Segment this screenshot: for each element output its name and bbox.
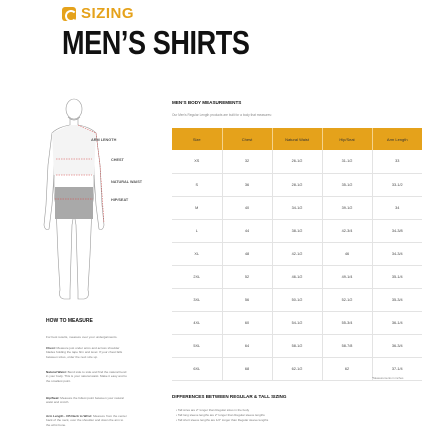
measure-arm-text <box>46 414 128 427</box>
cell-arm: 36-1/4 <box>372 311 422 334</box>
measure-term: Natural Waist: <box>46 370 67 374</box>
cell-arm: 34-3/4 <box>372 242 422 265</box>
cell-size: 4XL <box>172 311 222 334</box>
list-item: • Tall short sleeve lengths are 1/2" longer than Regular sleeve lengths <box>176 418 268 423</box>
table-row <box>172 265 422 288</box>
cell-chest: 32 <box>222 150 272 173</box>
cell-hip: 52-1/2 <box>322 288 372 311</box>
cell-chest: 68 <box>222 357 272 380</box>
cell-hip: 35-1/2 <box>322 173 372 196</box>
measure-term: Arm Length - CB Neck to Wrist: <box>46 414 93 418</box>
cell-waist: 62-1/2 <box>272 357 322 380</box>
size-chart-table <box>172 128 422 381</box>
cell-arm: 35-3/4 <box>372 288 422 311</box>
cell-arm: 33-1/2 <box>372 173 422 196</box>
cell-size: XS <box>172 150 222 173</box>
column-header: Hip/Seat <box>322 128 372 150</box>
cell-arm: 34 <box>372 196 422 219</box>
cell-waist: 28-1/2 <box>272 173 322 196</box>
measure-hip-text <box>46 396 128 405</box>
how-to-measure-intro: For best results, measure over your undergarments. <box>46 335 118 339</box>
measurements-subtitle: Our Men’s Regular Length products are built for a body that measures: <box>172 113 272 117</box>
cell-waist: 34-1/2 <box>272 196 322 219</box>
table-row <box>172 242 422 265</box>
table-row <box>172 196 422 219</box>
cell-chest: 56 <box>222 288 272 311</box>
cell-waist: 54-1/2 <box>272 311 322 334</box>
cell-arm: 35-1/4 <box>372 265 422 288</box>
body-measurement-figure <box>40 95 112 305</box>
cell-size: 3XL <box>172 288 222 311</box>
table-row <box>172 173 422 196</box>
chest-label: CHEST <box>111 158 124 162</box>
cell-chest: 36 <box>222 173 272 196</box>
measure-description: Bend side to side and find the natural bend in your body. This is your natural waist. Make it easy and to the smallest point. <box>46 370 127 383</box>
natural-waist-label: NATURAL WAIST <box>111 180 143 184</box>
cell-chest: 48 <box>222 242 272 265</box>
cell-waist: 42-1/2 <box>272 242 322 265</box>
column-header: Arm Length <box>372 128 422 150</box>
carhartt-c-icon <box>62 7 76 21</box>
cell-waist: 46-1/2 <box>272 265 322 288</box>
cell-size: S <box>172 173 222 196</box>
cell-size: L <box>172 219 222 242</box>
table-row <box>172 150 422 173</box>
cell-chest: 60 <box>222 311 272 334</box>
cell-chest: 64 <box>222 334 272 357</box>
hip-seat-label: HIP/SEAT <box>111 198 129 202</box>
cell-size: 6XL <box>172 357 222 380</box>
cell-waist: 26-1/2 <box>272 150 322 173</box>
list-item: • Tall sizes are 2" longer than Regular sizes in the body <box>176 408 268 413</box>
cell-hip: 58-7/8 <box>322 334 372 357</box>
cell-hip: 49-1/4 <box>322 265 372 288</box>
cell-arm: 34-3/8 <box>372 219 422 242</box>
brand-header <box>62 5 134 22</box>
cell-arm: 36-3/4 <box>372 334 422 357</box>
column-header: Chest <box>222 128 272 150</box>
cell-size: XL <box>172 242 222 265</box>
cell-hip: 55-3/4 <box>322 311 372 334</box>
cell-arm: 37-1/4 <box>372 357 422 380</box>
cell-chest: 44 <box>222 219 272 242</box>
measure-term: Chest: <box>46 346 56 350</box>
table-row <box>172 288 422 311</box>
arm-length-label: ARM LENGTH <box>91 138 117 142</box>
cell-waist: 50-1/2 <box>272 288 322 311</box>
cell-hip: 39-1/2 <box>322 196 372 219</box>
column-header: Size <box>172 128 222 150</box>
measurements-title: MEN’S BODY MEASUREMENTS <box>172 100 242 105</box>
cell-size: 5XL <box>172 334 222 357</box>
measure-description: Measure just under arms and across shoulder blades holding the tape firm and level. If your chest falls between sizes, order the next size up. <box>46 346 123 359</box>
differences-title: DIFFERENCES BETWEEN REGULAR & TALL SIZING <box>172 394 287 399</box>
cell-waist: 38-1/2 <box>272 219 322 242</box>
table-row <box>172 219 422 242</box>
cell-hip: 31-1/2 <box>322 150 372 173</box>
how-to-measure-title: HOW TO MEASURE <box>46 318 93 324</box>
cell-waist: 58-1/2 <box>272 334 322 357</box>
cell-size: 2XL <box>172 265 222 288</box>
measurements-footnote: *Measurements in inches <box>372 376 404 380</box>
table-row <box>172 311 422 334</box>
measure-term: Hip/Seat: <box>46 396 60 400</box>
body-outline-icon <box>40 95 112 305</box>
list-item: • Tall long sleeve lengths are 2" longer than Regular sleeve lengths <box>176 413 268 418</box>
column-header: Natural Waist <box>272 128 322 150</box>
table-header-row <box>172 128 422 150</box>
differences-list <box>176 408 268 423</box>
cell-size: M <box>172 196 222 219</box>
section-label: SIZING <box>81 5 135 22</box>
measure-waist-text <box>46 370 128 383</box>
measure-description: Measure from the center back of the neck, over the shoulder and down the arm to the wrist bone. <box>46 414 127 427</box>
cell-hip: 46 <box>322 242 372 265</box>
cell-chest: 52 <box>222 265 272 288</box>
measure-chest-text <box>46 346 128 359</box>
page-title: MEN’S SHIRTS <box>62 24 250 61</box>
cell-chest: 40 <box>222 196 272 219</box>
cell-hip: 62 <box>322 357 372 380</box>
cell-hip: 42-3/4 <box>322 219 372 242</box>
measure-description: Measure the fullest point between your natural waist and crotch. <box>46 396 124 405</box>
table-row <box>172 334 422 357</box>
cell-arm: 33 <box>372 150 422 173</box>
